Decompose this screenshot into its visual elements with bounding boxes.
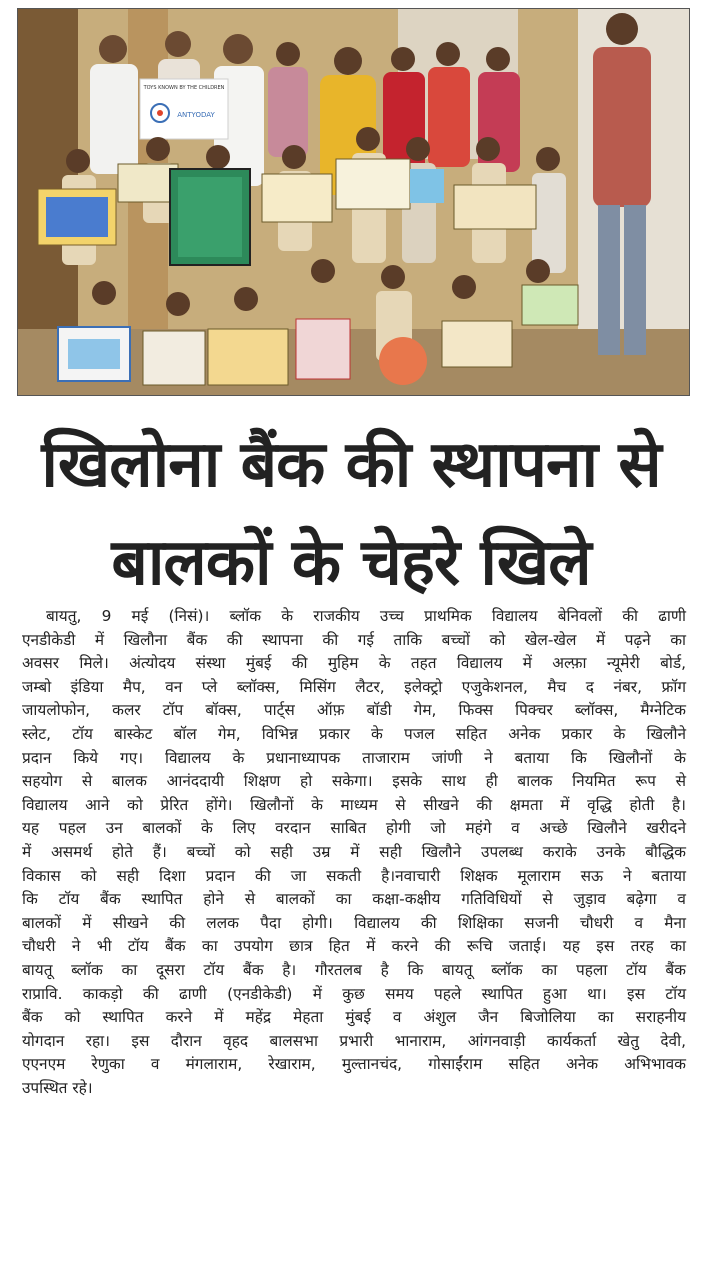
article-body [22,605,686,1100]
article-line: एएनएम रेणुका व मंगलाराम, रेखाराम, मुल्तानचंद, गोसाईंराम सहित अनेक अभिभावक [22,1055,686,1074]
article-line: जम्बो इंडिया मैप, वन प्ले ब्लॉक्स, मिसिंग लैटर, इलेक्ट्रो एजुकेशनल, मैच द नंबर, फ्रॉग [22,677,686,696]
article-line: कि टॉय बैंक स्थापित होने से बालकों का कक्षा-कक्षीय गतिविधियों से जुड़ाव बढ़ेगा व [22,890,686,909]
headline [10,416,692,612]
article-line: जायलोफोन, कलर टॉप बॉक्स, पार्ट्स ऑफ़ बॉडी गेम, फिक्स पिक्चर ब्लॉक्स, मैग्नेटिक [22,701,686,720]
article-line: विकास को सही दिशा प्रदान की जा सकती है।नवाचारी शिक्षक मूलाराम सऊ ने बताया [22,866,686,885]
headline-line-1: खिलोना बैंक की स्थापना से [41,428,661,502]
antyoday-banner [140,79,228,139]
article-line: प्रदान किये गए। विद्यालय के प्रधानाध्यापक ताजाराम जांणी ने बताया कि खिलौनों के [22,748,686,767]
article-line: बैंक को स्थापित करने में महेंद्र मेहता मुंबई व अंशुल जैन बिजोलिया का सराहनीय [22,1008,686,1027]
article-line: स्लेट, टॉय बास्केट बॉल गेम, विभिन्न प्रकार के पजल सहित अनेक प्रकार के खिलौने [22,724,686,743]
article-line: उपस्थित रहे। [22,1078,93,1097]
article-line: बायतु, 9 मई (निसं)। ब्लॉक के राजकीय उच्च प्राथमिक विद्यालय बेनिवलों की ढाणी [46,607,686,625]
article-line: बायतू ब्लॉक का दूसरा टॉय बैंक है। गौरतलब है कि बायतू ब्लॉक का पहला टॉय बैंक [22,960,686,979]
article-line: विद्यालय आने को प्रेरित होंगे। खिलौनों के माध्यम से सीखने की क्षमता में वृद्धि होती है। [22,795,686,814]
article-line: बालकों में सीखने की ललक पैदा होगी। विद्यालय की शिक्षिका सजनी चौधरी व मैना [22,913,686,932]
svg-text:ANTYODAY: ANTYODAY [177,111,215,119]
article-line: अवसर मिले। अंत्योदय संस्था मुंबई की मुहिम के तहत विद्यालय में अल्फ़ा न्यूमेरी बोर्ड, [22,654,686,673]
article-line: राप्रावि. काकड़ो की ढाणी (एनडीकेडी) में कुछ समय पहले स्थापित हुआ था। इस टॉय [22,984,686,1003]
headline-line-2: बालकों के चेहरे खिले [111,526,591,600]
article-line: सहयोग से बालक आनंददायी शिक्षण हो सकेगा। इसके साथ ही बालक नियमित रूप से [22,772,686,791]
news-photo [17,8,690,396]
svg-text:TOYS KNOWN BY THE CHILDREN: TOYS KNOWN BY THE CHILDREN [143,85,225,91]
article-line: यह पहल उन बालकों के लिए वरदान साबित होगी जो महंगे व अच्छे खिलौने खरीदने [22,819,686,838]
article-line: एनडीकेडी में खिलौना बैंक की स्थापना की गई ताकि बच्चों को खेल-खेल में पढ़ने का [22,630,686,649]
article-line: में असमर्थ होते हैं। बच्चों को सही उम्र में सही खिलौने उपलब्ध कराके उनके बौद्धिक [22,842,686,861]
article-line: योगदान रहा। इस दौरान वृहद बालसभा प्रभारी भानाराम, आंगनवाड़ी कार्यकर्ता खेतु देवी, [22,1031,686,1050]
article-line: चौधरी ने भी टॉय बैंक का उपयोग छात्र हित में करने की रूचि जताई। यह इस तरह का [22,937,686,956]
